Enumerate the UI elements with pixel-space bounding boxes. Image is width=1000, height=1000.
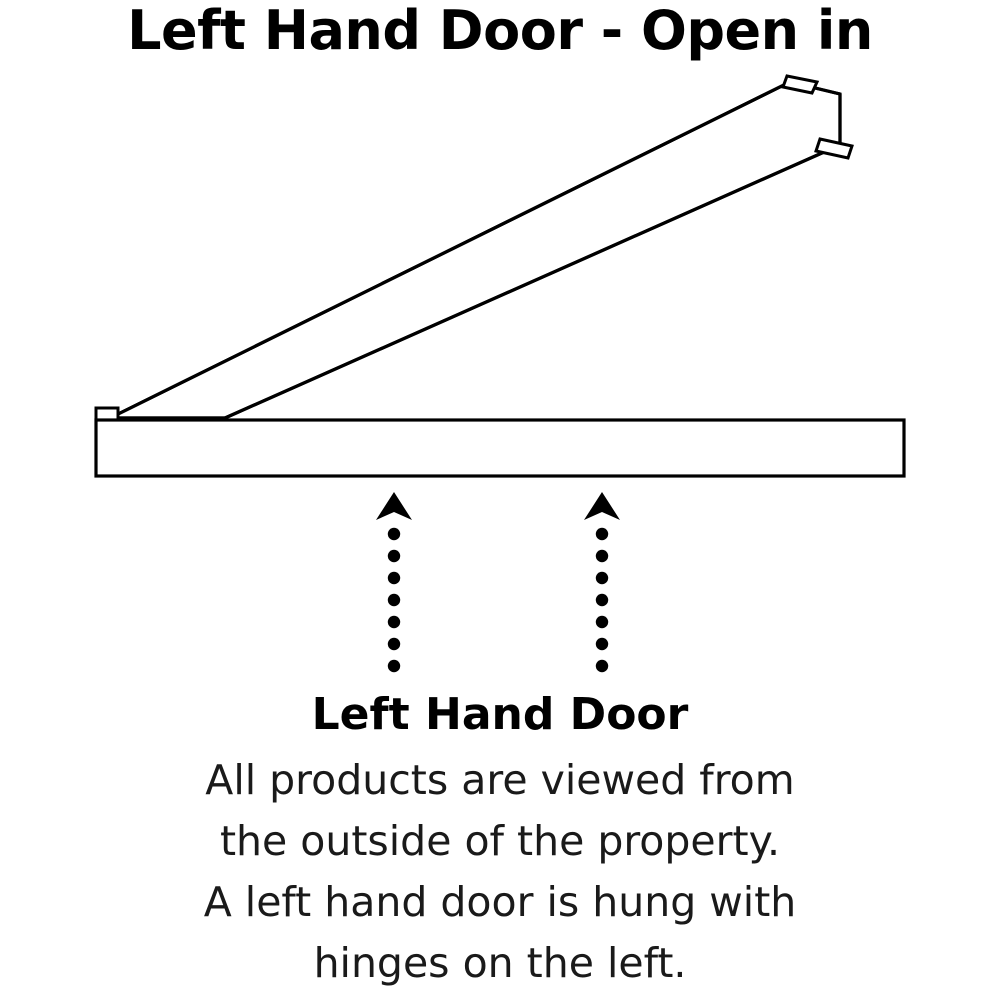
dotted-arrow-left: [376, 492, 412, 672]
hinge-bottom: [816, 139, 852, 158]
caption-line: hinges on the left.: [313, 939, 687, 987]
caption-block: [0, 688, 1000, 994]
caption-line: A left hand door is hung with: [203, 878, 797, 926]
caption-heading: Left Hand Door: [311, 689, 689, 740]
threshold-bar: [96, 420, 904, 476]
page-title: Left Hand Door - Open in: [127, 0, 873, 62]
caption-line: All products are viewed from: [205, 756, 795, 804]
caption-body: [0, 742, 1000, 994]
dotted-arrow-right: [584, 492, 620, 672]
caption-line: the outside of the property.: [219, 817, 781, 865]
door-diagram: [0, 60, 1000, 680]
door-panel: [110, 82, 840, 418]
